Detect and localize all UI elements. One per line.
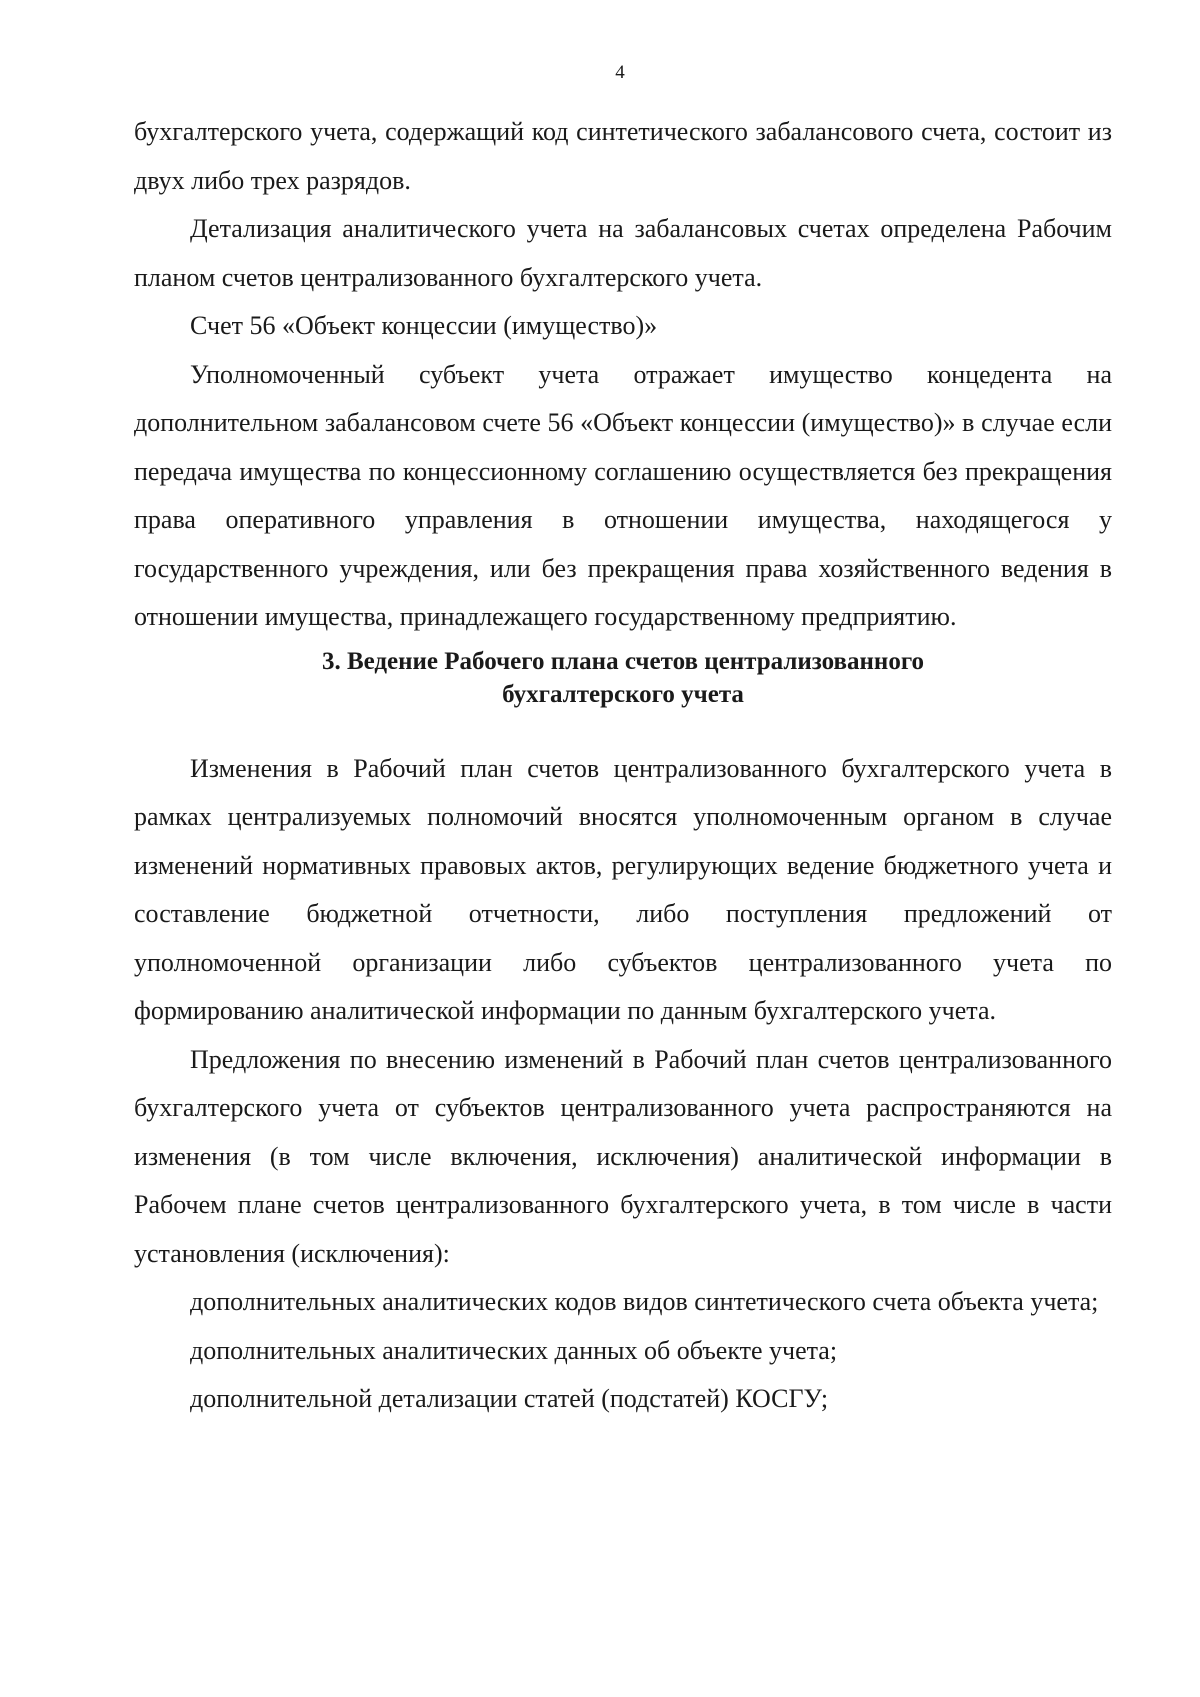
- paragraph-account-56-title: Счет 56 «Объект концессии (имущество)»: [190, 311, 658, 340]
- section-heading: [134, 645, 1112, 745]
- list-item-analytic-codes: дополнительных аналитических кодов видов синтетического счета объекта учета;: [190, 1287, 1099, 1316]
- section-heading-line-2: бухгалтерского учета: [502, 680, 744, 708]
- paragraph-continuation: бухгалтерского учета, содержащий код синтетического забалансового счета, состоит из двух либо трех разрядов.: [134, 117, 1112, 195]
- paragraph-changes: Изменения в Рабочий план счетов централизованного бухгалтерского учета в рамках централизуемых полномочий вносятся уполномоченным органом в случае изменений нормативных правовых актов, регулирующих ведение бюджетного учета и составление бюджетной отчетности, либо поступления предложений от уполномоченной организации либо субъектов централизованного учета по формированию аналитической информации по данным бухгалтерского учета.: [134, 753, 1112, 1025]
- document-body: [134, 108, 1112, 1424]
- list-item-analytic-data: дополнительных аналитических данных об объекте учета;: [190, 1335, 838, 1365]
- paragraph-proposals: Предложения по внесению изменений в Рабочий план счетов централизованного бухгалтерского учета от субъектов централизованного учета распространяются на изменения (в том числе включения, исключения) аналитической информации в Рабочем плане счетов централизованного бухгалтерского учета, в том числе в части установления (исключения):: [134, 1044, 1112, 1268]
- section-heading-line-1: 3. Ведение Рабочего плана счетов централизованного: [321, 647, 925, 675]
- list-item-kosgu-detail: дополнительной детализации статей (подстатей) КОСГУ;: [190, 1384, 829, 1413]
- paragraph-account-56-body: Уполномоченный субъект учета отражает имущество концедента на дополнительном забалансовом счете 56 «Объект концессии (имущество)» в случае если передача имущества по концессионному соглашению осуществляется без прекращения права оперативного управления в отношении имущества, находящегося у государственного учреждения, или без прекращения права хозяйственного ведения в отношении имущества, принадлежащего государственному предприятию.: [134, 359, 1112, 631]
- paragraph-offbalance-detail: Детализация аналитического учета на забалансовых счетах определена Рабочим планом счетов централизованного бухгалтерского учета.: [134, 214, 1112, 292]
- page-number: 4: [615, 62, 625, 83]
